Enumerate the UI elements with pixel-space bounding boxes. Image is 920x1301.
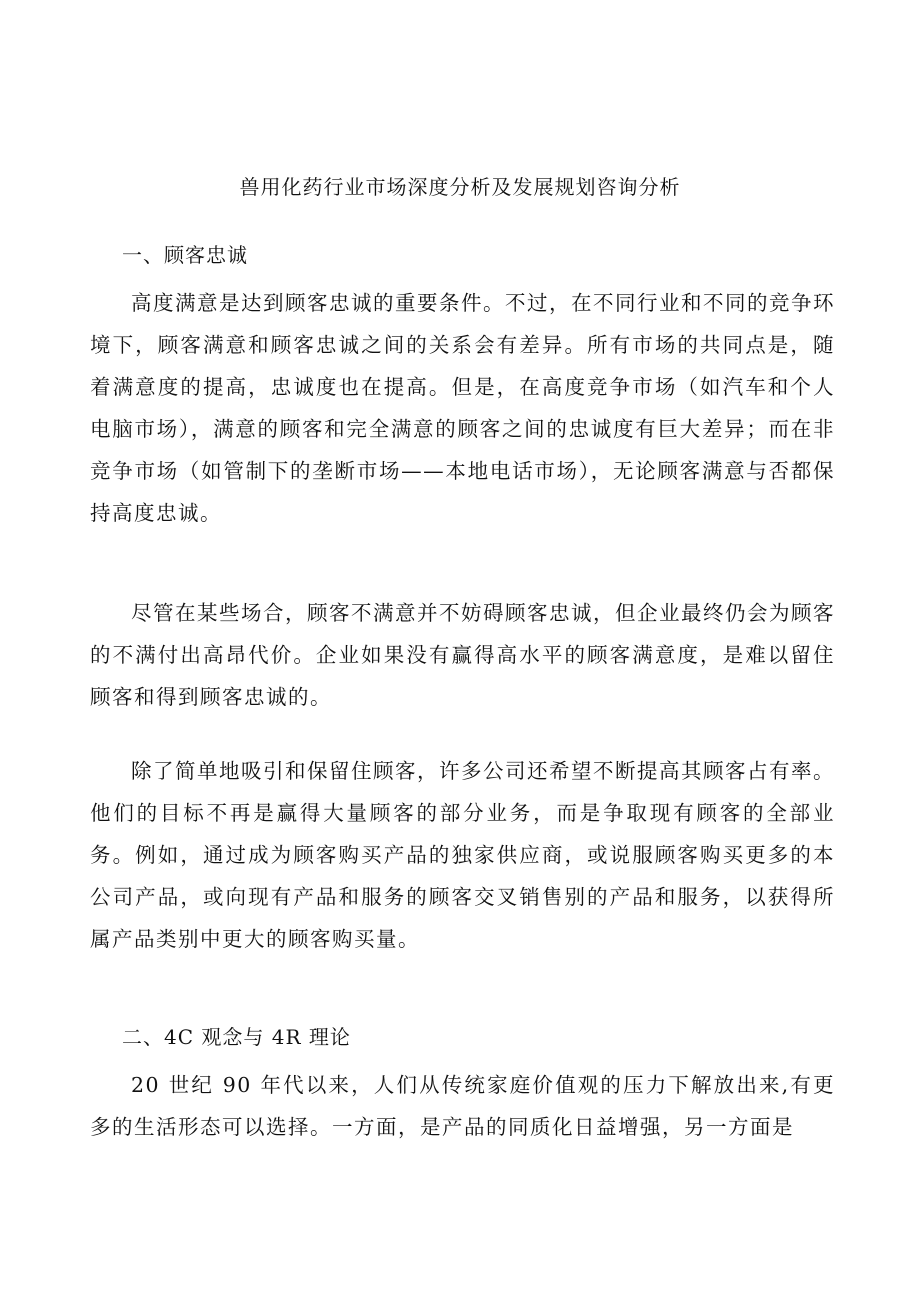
paragraph: 除了简单地吸引和保留住顾客，许多公司还希望不断提高其顾客占有率。他们的目标不再是赢得大量顾客的部分业务，而是争取现有顾客的全部业务。例如，通过成为顾客购买产品的独家供应商，或说服顾客购买更多的本公司产品，或向现有产品和服务的顾客交叉销售别的产品和服务，以获得所属产品类别中更大的顾客购买量。 [90, 759, 835, 951]
section-heading-4c-4r-theory: 二、4C 观念与 4R 理论 [122, 1025, 351, 1049]
paragraph: 尽管在某些场合，顾客不满意并不妨碍顾客忠诚，但企业最终仍会为顾客的不满付出高昂代价。企业如果没有赢得高水平的顾客满意度，是难以留住顾客和得到顾客忠诚的。 [90, 601, 835, 709]
document-title: 兽用化药行业市场深度分析及发展规划咨询分析 [239, 175, 681, 199]
paragraph: 高度满意是达到顾客忠诚的重要条件。不过，在不同行业和不同的竞争环境下，顾客满意和顾客忠诚之间的关系会有差异。所有市场的共同点是，随着满意度的提高，忠诚度也在提高。但是，在高度竞争市场（如汽车和个人电脑市场），满意的顾客和完全满意的顾客之间的忠诚度有巨大差异；而在非竞争市场（如管制下的垄断市场——本地电话市场），无论顾客满意与否都保持高度忠诚。 [90, 291, 835, 525]
section-heading-customer-loyalty: 一、顾客忠诚 [122, 243, 248, 267]
paragraph: 20 世纪 90 年代以来，人们从传统家庭价值观的压力下解放出来,有更多的生活形态可以选择。一方面，是产品的同质化日益增强，另一方面是 [90, 1073, 835, 1139]
